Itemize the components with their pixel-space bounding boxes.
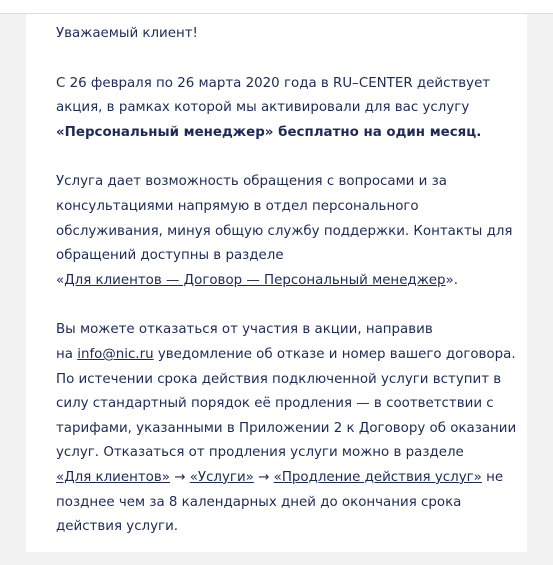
email-body	[56, 22, 526, 565]
optout-text-3: не позднее чем за 8 календарных дней до окончания срока действия услуги.	[56, 469, 504, 535]
promo-text: С 26 февраля по 26 марта 2020 года в RU–CENTER действует акция, в рамках которой мы активировали для вас услугу	[56, 75, 491, 116]
optout-paragraph: Вы можете отказаться от участия в акции, направив на info@nic.ru уведомление об отказе и номер вашего договора. По истечении срока действия подключенной услуги вступит в силу стандартный порядок её продления — в соответствии с тарифами, указанными в Приложении 2 к Договору об оказании услуг. Отказаться от продления услуги можно в разделе «Для клиентов» → «Услуги» → «Продление действия услуг» не позднее чем за 8 календарных дней до окончания срока действия услуги.	[56, 322, 517, 535]
top-bar	[0, 0, 553, 14]
service-paragraph	[56, 170, 526, 293]
optout-text-line1: Вы можете отказаться от участия в акции, направив	[56, 322, 433, 338]
clients-link[interactable]: «Для клиентов»	[56, 469, 170, 485]
arrow-icon: →	[258, 469, 270, 485]
greeting: Уважаемый клиент!	[56, 26, 198, 41]
email-link[interactable]: info@nic.ru	[77, 346, 154, 362]
renewal-link[interactable]: «Продление действия услуг»	[273, 469, 482, 485]
services-link[interactable]: «Услуги»	[189, 469, 254, 485]
optout-text-2: уведомление об отказе и номер вашего договора. По истечении срока действия подключенной услуги вступит в силу стандартный порядок её продления — в соответствии с тарифами, указанными в Приложении 2 к Договору об оказании услуг. Отказаться от продления услуги можно в разделе	[56, 346, 517, 461]
personal-manager-link[interactable]: Для клиентов — Договор — Персональный менеджер	[64, 272, 446, 288]
service-text: Услуга дает возможность обращения с вопросами и за консультациями напрямую в отдел персонального обслуживания, минуя общую службу поддержки. Контакты для обращений доступны в разделе	[56, 174, 513, 264]
arrow-icon: →	[174, 469, 186, 485]
promo-paragraph	[56, 72, 526, 146]
promo-highlight: «Персональный менеджер» бесплатно на один месяц.	[56, 124, 482, 140]
manager-link-wrapper: «Для клиентов — Договор — Персональный менеджер».	[56, 272, 458, 288]
